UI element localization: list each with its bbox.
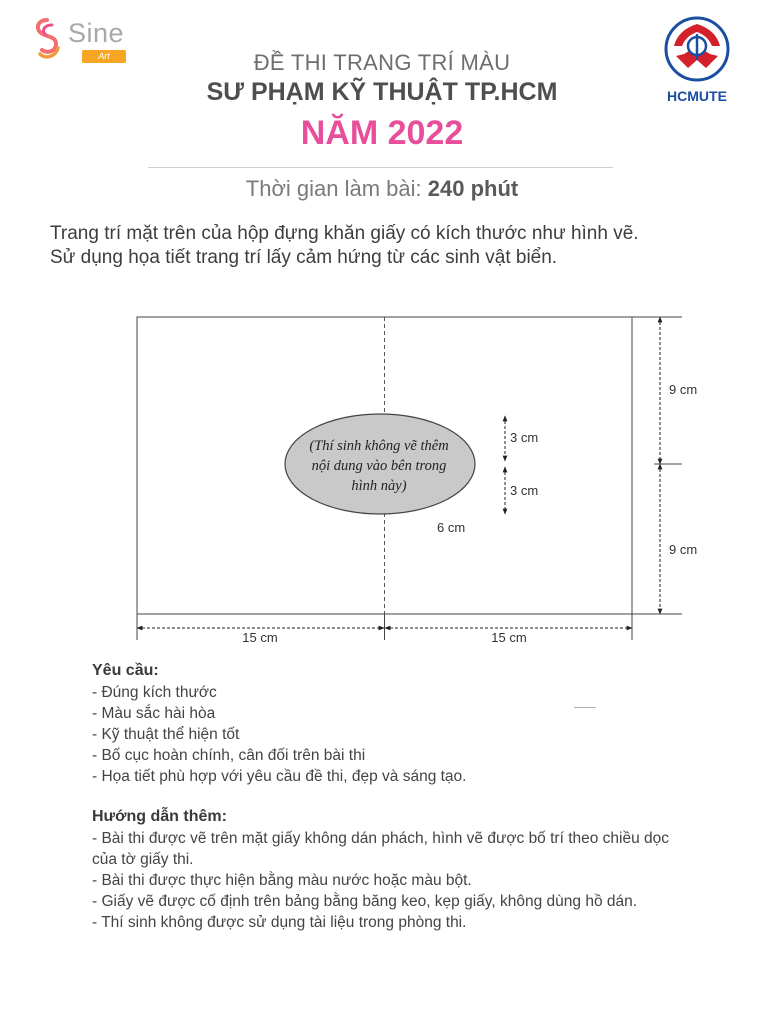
requirement-item: - Họa tiết phù hợp với yêu cầu đề thi, đẹp và sáng tạo. <box>92 768 467 785</box>
divider <box>574 707 596 708</box>
hcmute-logo-text: HCMUTE <box>667 88 727 104</box>
oval-note-line-3: hình này) <box>351 478 407 494</box>
school-name: SƯ PHẠM KỸ THUẬT TP.HCM <box>206 78 558 106</box>
instruction-line: Sử dụng họa tiết trang trí lấy cảm hứng từ các sinh vật biển. <box>50 247 558 268</box>
time-label: Thời gian làm bài: <box>245 176 422 201</box>
instruction-line: Trang trí mặt trên của hộp đựng khăn giấy có kích thước như hình vẽ. <box>50 223 639 244</box>
requirement-item: - Đúng kích thước <box>92 684 217 701</box>
header-divider <box>148 167 613 168</box>
time-value: 240 phút <box>427 176 519 201</box>
oval-note-line-1: (Thí sinh không vẽ thêm <box>309 438 449 454</box>
guidance-heading: Hướng dẫn thêm: <box>92 808 227 825</box>
requirements-heading: Yêu cầu: <box>92 662 159 679</box>
guidance-item: - Giấy vẽ được cố định trên bảng bằng băng keo, kẹp giấy, không dùng hồ dán. <box>92 893 638 910</box>
guidance-section <box>92 806 692 933</box>
oval-bottom-label: 3 cm <box>510 483 539 498</box>
oval-top-label: 3 cm <box>510 430 539 445</box>
brand-name: Sine <box>68 18 125 48</box>
requirements-section <box>92 660 652 787</box>
guidance-item: - Bài thi được thực hiện bằng màu nước hoặc màu bột. <box>92 872 472 889</box>
task-instructions <box>50 222 690 270</box>
requirement-item: - Kỹ thuật thể hiện tốt <box>92 726 240 743</box>
requirement-item: - Màu sắc hài hòa <box>92 705 216 722</box>
width-left-label: 15 cm <box>242 630 278 645</box>
requirement-item: - Bố cục hoàn chính, cân đối trên bài thi <box>92 747 366 764</box>
brand-tag: Art <box>82 50 126 63</box>
oval-note-line-2: nội dung vào bên trong <box>311 458 447 474</box>
oval-width-label: 6 cm <box>437 520 466 535</box>
guidance-item: - Bài thi được vẽ trên mặt giấy không dán phách, hình vẽ được bố trí theo chiều dọc của tờ giấy thi. <box>92 830 670 868</box>
time-limit <box>0 176 764 202</box>
height-bottom-label: 9 cm <box>669 542 698 557</box>
height-top-label: 9 cm <box>669 382 698 397</box>
guidance-item: - Thí sinh không được sử dụng tài liệu trong phòng thi. <box>92 914 467 931</box>
tissue-box-diagram <box>0 300 764 650</box>
exam-year: NĂM 2022 <box>300 114 464 152</box>
exam-title: ĐỀ THI TRANG TRÍ MÀU <box>253 50 511 75</box>
width-right-label: 15 cm <box>491 630 527 645</box>
